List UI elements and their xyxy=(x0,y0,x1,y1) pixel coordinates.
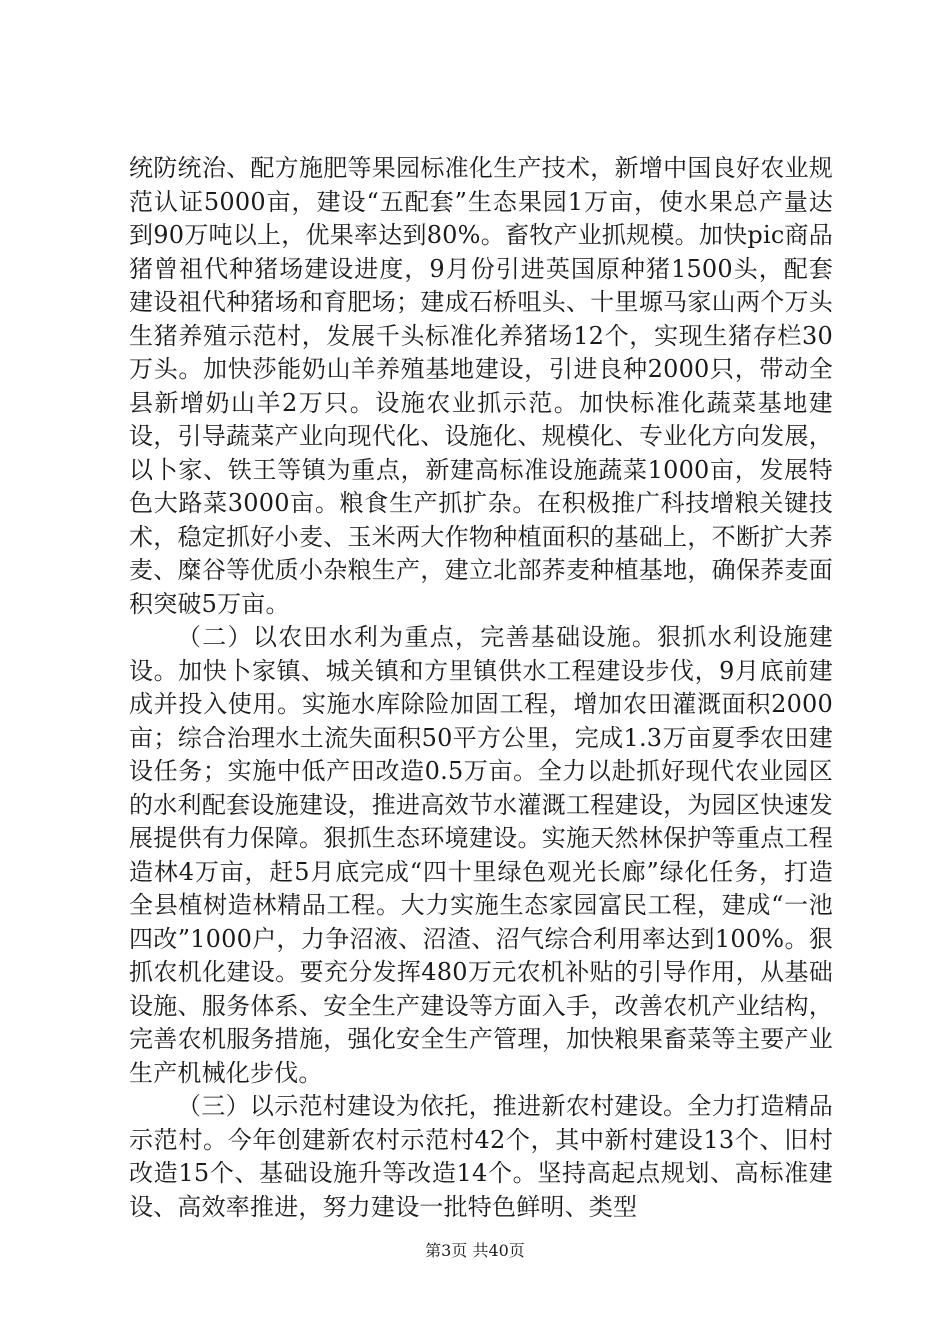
body-paragraph-3: （三）以示范村建设为依托，推进新农村建设。全力打造精品示范村。今年创建新农村示范村42个，其中新村建设13个、旧村改造15个、基础设施升等改造14个。坚持高起点规划、高标准建设、高效率推进，努力建设一批特色鲜明、类型 xyxy=(129,1092,833,1221)
body-paragraph-2: （二）以农田水利为重点，完善基础设施。狠抓水利设施建设。加快卜家镇、城关镇和方里镇供水工程建设步伐，9月底前建成并投入使用。实施水库除险加固工程，增加农田灌溉面积2000亩；综合治理水土流失面积50平方公里，完成1.3万亩夏季农田建设任务；实施中低产田改造0.5万亩。全力以赴抓好现代农业园区的水利配套设施建设，推进高效节水灌溉工程建设，为园区快速发展提供有力保障。狠抓生态环境建设。实施天然林保护等重点工程造林4万亩，赶5月底完成“四十里绿色观光长廊”绿化任务，打造全县植树造林精品工程。大力实施生态家园富民工程，建成“一池四改”1000户，力争沼液、沼渣、沼气综合利用率达到100%。狠抓农机化建设。要充分发挥480万元农机补贴的引导作用，从基础设施、服务体系、安全生产建设等方面入手，改善农机产业结构，完善农机服务措施，强化安全生产管理，加快粮果畜菜等主要产业生产机械化步伐。 xyxy=(129,623,833,1087)
page-footer: 第3页 共40页 xyxy=(425,1241,525,1260)
document-body xyxy=(129,152,833,1224)
body-paragraph-1: 统防统治、配方施肥等果园标准化生产技术，新增中国良好农业规范认证5000亩，建设“五配套”生态果园1万亩，使水果总产量达到90万吨以上，优果率达到80%。畜牧产业抓规模。加快pic商品猪曾祖代种猪场建设进度，9月份引进英国原种猪1500头，配套建设祖代种猪场和育肥场；建成石桥咀头、十里塬马家山两个万头生猪养殖示范村，发展千头标准化养猪场12个，实现生猪存栏30万头。加快莎能奶山羊养殖基地建设，引进良种2000只，带动全县新增奶山羊2万只。设施农业抓示范。加快标准化蔬菜基地建设，引导蔬菜产业向现代化、设施化、规模化、专业化方向发展，以卜家、铁王等镇为重点，新建高标准设施蔬菜1000亩，发展特色大路菜3000亩。粮食生产抓扩杂。在积极推广科技增粮关键技术，稳定抓好小麦、玉米两大作物种植面积的基础上，不断扩大荞麦、糜谷等优质小杂粮生产，建立北部荞麦种植基地，确保荞麦面积突破5万亩。 xyxy=(129,154,833,618)
